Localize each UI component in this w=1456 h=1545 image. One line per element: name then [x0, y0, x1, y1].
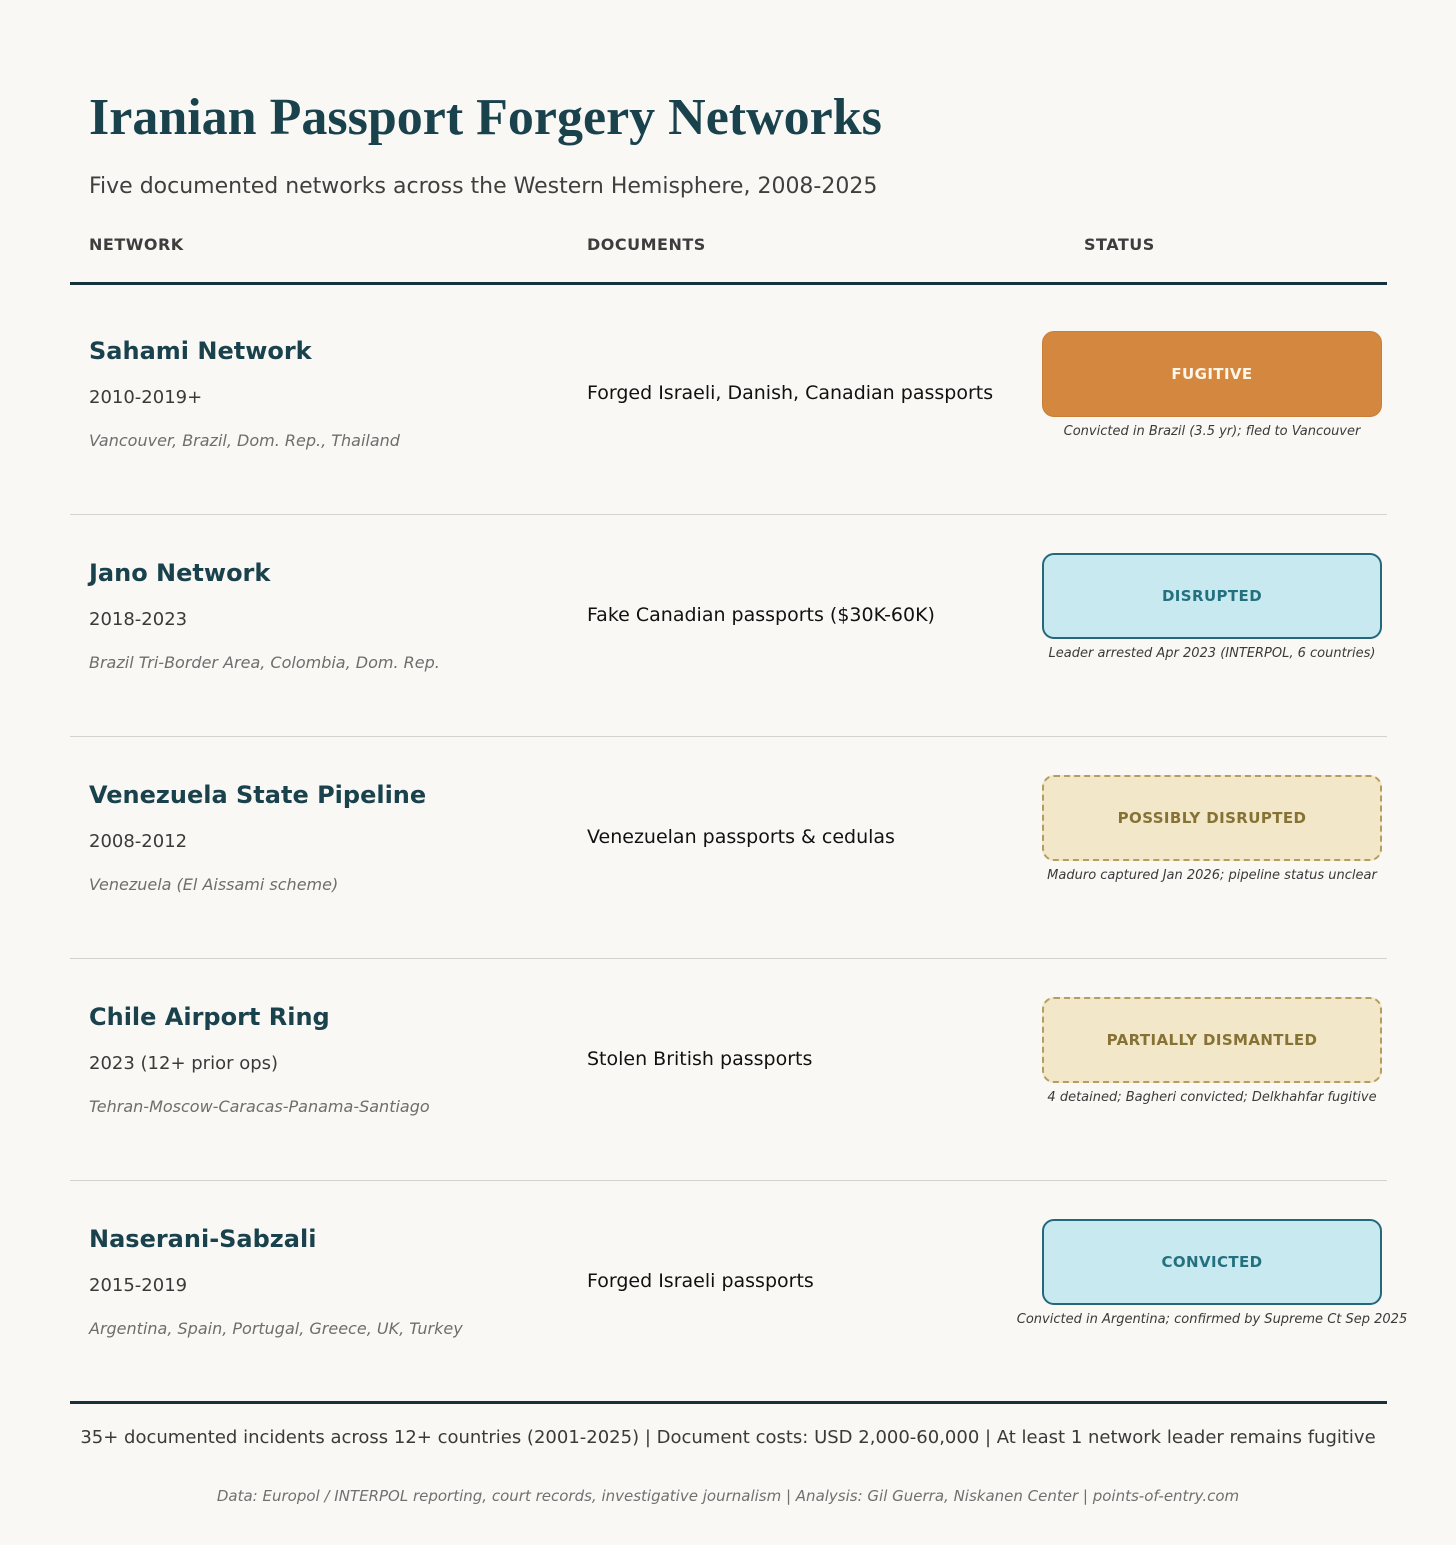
network-locations: Argentina, Spain, Portugal, Greece, UK, Turkey: [89, 1319, 463, 1338]
network-documents: Fake Canadian passports ($30K-60K): [587, 604, 935, 626]
network-documents: Stolen British passports: [587, 1048, 813, 1070]
network-documents: Forged Israeli passports: [587, 1270, 814, 1292]
network-locations: Brazil Tri-Border Area, Colombia, Dom. Rep.: [89, 653, 440, 672]
status-note: Maduro captured Jan 2026; pipeline status unclear: [1047, 868, 1377, 883]
network-years: 2015-2019: [89, 1275, 188, 1296]
network-years: 2008-2012: [89, 831, 188, 852]
status-note: Leader arrested Apr 2023 (INTERPOL, 6 countries): [1048, 646, 1376, 661]
status-note: 4 detained; Bagheri convicted; Delkhahfar fugitive: [1047, 1090, 1377, 1105]
network-locations: Venezuela (El Aissami scheme): [89, 875, 339, 894]
network-years: 2010-2019+: [89, 387, 203, 408]
status-note: Convicted in Brazil (3.5 yr); fled to Vancouver: [1063, 424, 1361, 439]
header-divider: [70, 282, 1387, 285]
status-badge: PARTIALLY DISMANTLED: [1042, 997, 1382, 1083]
network-name: Jano Network: [89, 559, 271, 587]
table-row: [0, 538, 1456, 760]
column-header-network: NETWORK: [89, 235, 184, 254]
table-row: [0, 1204, 1456, 1426]
row-divider: [70, 514, 1387, 515]
network-locations: Tehran-Moscow-Caracas-Panama-Santiago: [89, 1097, 430, 1116]
table-row: [0, 760, 1456, 982]
summary-text: 35+ documented incidents across 12+ countries (2001-2025) | Document costs: USD 2,000-60,000 | At least 1 network leader remains fugitive: [80, 1427, 1376, 1448]
status-badge: FUGITIVE: [1042, 331, 1382, 417]
table-row: [0, 316, 1456, 538]
network-years: 2018-2023: [89, 609, 188, 630]
column-header-status: STATUS: [1084, 235, 1155, 254]
page-title: Iranian Passport Forgery Networks: [89, 89, 882, 146]
row-divider: [70, 958, 1387, 959]
footer-divider: [70, 1401, 1387, 1404]
row-divider: [70, 736, 1387, 737]
network-name: Sahami Network: [89, 337, 312, 365]
status-note: Convicted in Argentina; confirmed by Supreme Ct Sep 2025: [1016, 1312, 1408, 1327]
network-name: Venezuela State Pipeline: [89, 781, 427, 809]
network-name: Chile Airport Ring: [89, 1003, 330, 1031]
status-badge: CONVICTED: [1042, 1219, 1382, 1305]
column-header-documents: DOCUMENTS: [587, 235, 706, 254]
network-documents: Forged Israeli, Danish, Canadian passports: [587, 382, 994, 404]
network-documents: Venezuelan passports & cedulas: [587, 826, 895, 848]
table-row: [0, 982, 1456, 1204]
row-divider: [70, 1180, 1387, 1181]
page-subtitle: Five documented networks across the Western Hemisphere, 2008-2025: [89, 174, 878, 199]
status-badge: POSSIBLY DISRUPTED: [1042, 775, 1382, 861]
network-locations: Vancouver, Brazil, Dom. Rep., Thailand: [89, 431, 400, 450]
status-badge: DISRUPTED: [1042, 553, 1382, 639]
source-credit: Data: Europol / INTERPOL reporting, court records, investigative journalism | Analysis: Gil Guerra, Niskanen Center | points-of-entry.com: [216, 1487, 1240, 1505]
network-name: Naserani-Sabzali: [89, 1225, 317, 1253]
network-years: 2023 (12+ prior ops): [89, 1053, 279, 1074]
